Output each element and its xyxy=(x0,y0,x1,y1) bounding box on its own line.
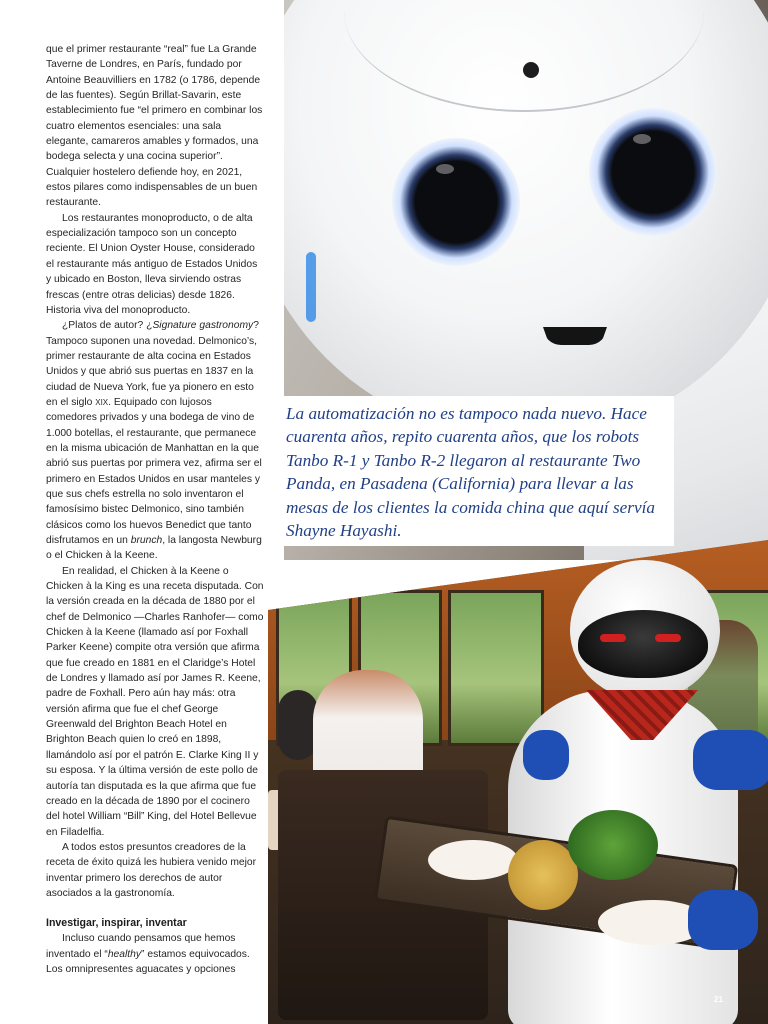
food-bowl xyxy=(508,840,578,910)
waiter-robot-visor xyxy=(578,610,708,678)
salad-bowl xyxy=(568,810,658,880)
text-run: . Equipado con lujosos comedores privados y una bodega de vino de 1.000 botellas, el restaurante, que permanece en la misma ubicación de Manhattan en la que abrió sus puertas por primera vez, afirma ser el primero en Estados Unidos en usar manteles y que sus chefs estrella no solo inventaron el famosísimo bistec Delmonico, sino también clásicos como los huevos Benedict que tanto disfrutamos en un xyxy=(46,396,262,546)
article-paragraph: A todos estos presuntos creadores de la receta de éxito quizá les hubiera venido mejor inventar primero los derechos de autor asociados a la gastronomía. xyxy=(46,841,257,899)
article-paragraph: Los restaurantes monoproducto, o de alta especialización tampoco son un concepto reciente. El Union Oyster House, considerado el restaurante más antiguo de Estados Unidos y ubicado en Boston, lleva sirviendo ostras frescas (entre otras delicias) desde 1826. Historia viva del monoproducto. xyxy=(46,212,258,316)
robot-left-eye xyxy=(392,138,520,266)
text-run: , la langosta Newburg o el Chicken à la Keene. xyxy=(46,535,262,562)
diner-person xyxy=(278,690,318,760)
waiter-robot-photo xyxy=(268,540,768,1024)
page-number: 21 xyxy=(714,995,723,1004)
text-emphasis: healthy xyxy=(107,948,142,960)
text-emphasis: brunch xyxy=(130,535,163,546)
article-paragraph: En realidad, el Chicken à la Keene o Chicken à la King es una receta disputada. Con la versión creada en la década de 1880 por el chef de Delmonico —Charles Ranhofer— como Chicken à la Keene (llamado así por Foxhall Parker Keene) compite otra versión que afirma que fue creado en 1881 en el Claridge’s Hotel de Londres y llamado así por James R. Keene, padre de Foxhall. Pero aún hay más: otra versión afirma que fue el chef George Greenwald del Brighton Beach Hotel en Brighton Beach quien lo creó en 1898, llamándolo así por el patrón E. Clarke King II y su esposa. Y la última versión de este pollo de autoría tan disputada es la que afirma que fue creado en la década de 1890 por el cocinero del hotel William “Bill” King, del Hotel Bellevue en Filadelfia. xyxy=(46,565,264,838)
waiter-robot-shoulder xyxy=(693,730,768,790)
food-plate xyxy=(428,840,518,880)
photo-caption: La automatización no es tampoco nada nuevo. Hace cuarenta años, repito cuarenta años, que los robots Tanbo R-1 y Tanbo R-2 llegaron al restaurante Two Panda, en Pasadena (California) para llevar a las mesas de los clientes la comida china que aquí servía Shayne Hayashi. xyxy=(276,396,674,546)
text-run: ” estamos equivocados. Los omnipresentes aguacates y opciones xyxy=(46,948,250,975)
restaurant-window xyxy=(448,590,544,746)
robot-ear-light xyxy=(306,252,316,322)
text-run: ¿Platos de autor? ¿ xyxy=(62,320,153,332)
article-paragraph xyxy=(46,931,264,977)
waiter-robot-hand xyxy=(688,890,758,950)
section-heading: Investigar, inspirar, inventar xyxy=(46,917,187,930)
article-paragraph xyxy=(46,318,264,564)
text-emphasis: Signature gastronomy xyxy=(152,320,254,332)
text-run: Incluso cuando pensamos que hemos inventado el “ xyxy=(46,933,236,960)
waiter-robot-shoulder xyxy=(523,730,569,780)
robot-right-eye xyxy=(589,108,717,236)
robot-mouth xyxy=(543,327,607,345)
robot-forehead-sensor xyxy=(523,62,539,78)
text-run: ? Tampoco suponen una novedad. Delmonico’s, primer restaurante de alta cocina en Estados Unidos y que abrió sus puertas en 1837 en la ciudad de Nueva York, fue ya pionero en esto en el siglo xyxy=(46,320,259,408)
article-column xyxy=(46,42,264,977)
article-paragraph: que el primer restaurante “real” fue La Grande Taverne de Londres, en París, fundado por Antoine Beauvilliers en 1782 (o 1786, depende de las fuentes). Según Brillat-Savarin, este establecimiento fue “el primero en combinar los cuatro elementos esenciales: una sala elegante, camareros amables y formados, una bodega selecta y una cocina superior”. Cualquier hostelero defiende hoy, en 2021, estos pilares como indispensables de un buen restaurante. xyxy=(46,44,263,209)
text-small-caps: xix xyxy=(95,395,109,408)
